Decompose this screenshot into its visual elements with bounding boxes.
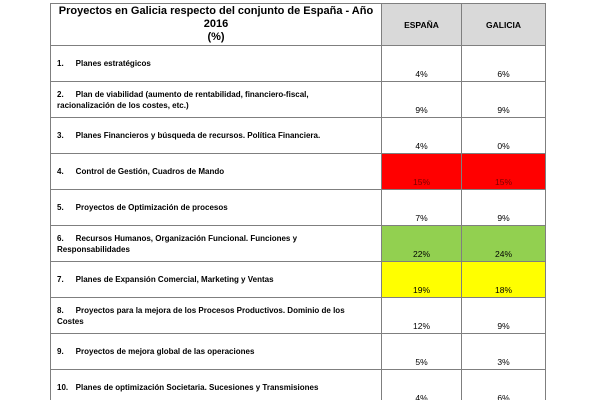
table-row	[51, 334, 546, 370]
row-number: 5.	[57, 203, 64, 212]
column-header-spain: ESPAÑA	[382, 4, 462, 46]
row-number: 6.	[57, 233, 64, 243]
column-header-galicia: GALICIA	[462, 4, 546, 46]
row-concept	[51, 226, 382, 262]
row-label: Plan de viabilidad (aumento de rentabilidad, financiero-fiscal,	[75, 89, 309, 99]
row-label: Planes de optimización Societaria. Sucesiones y Transmisiones	[75, 383, 319, 392]
galicia-value: 9%	[462, 298, 546, 334]
spain-value: 4%	[382, 118, 462, 154]
spain-value: 5%	[382, 334, 462, 370]
row-label: Recursos Humanos, Organización Funcional. Funciones y	[75, 233, 298, 243]
galicia-value: 24%	[462, 226, 546, 262]
row-label-continued: Costes	[57, 316, 84, 326]
spain-value: 9%	[382, 82, 462, 118]
table-row	[51, 82, 546, 118]
row-label: Proyectos de Optimización de procesos	[75, 203, 228, 212]
table-row	[51, 298, 546, 334]
row-number: 1.	[57, 59, 64, 68]
row-concept	[51, 118, 382, 154]
row-label: Planes estratégicos	[75, 59, 151, 68]
table-title-line2: (%)	[207, 31, 225, 43]
table-row	[51, 370, 546, 400]
table-row	[51, 154, 546, 190]
row-number: 3.	[57, 131, 64, 140]
table-title	[51, 4, 382, 46]
table-row	[51, 226, 546, 262]
table-row	[51, 46, 546, 82]
spain-value: 22%	[382, 226, 462, 262]
table-title-line1: Proyectos en Galicia respecto del conjunto de España - Año 2016	[58, 5, 374, 30]
row-label: Control de Gestión, Cuadros de Mando	[75, 167, 225, 176]
row-number: 8.	[57, 305, 64, 315]
row-label-continued: Responsabilidades	[57, 244, 130, 254]
spain-value: 19%	[382, 262, 462, 298]
projects-table	[50, 3, 546, 400]
spain-value: 4%	[382, 370, 462, 400]
galicia-value: 6%	[462, 46, 546, 82]
row-concept	[51, 82, 382, 118]
row-label-continued: racionalización de los costes, etc.)	[57, 100, 189, 110]
spain-value: 4%	[382, 46, 462, 82]
row-concept	[51, 46, 382, 82]
row-number: 10.	[57, 383, 69, 392]
row-number: 2.	[57, 89, 64, 99]
row-concept	[51, 334, 382, 370]
row-concept	[51, 298, 382, 334]
galicia-value: 3%	[462, 334, 546, 370]
spain-value: 7%	[382, 190, 462, 226]
galicia-value: 6%	[462, 370, 546, 400]
row-label: Proyectos de mejora global de las operaciones	[75, 347, 255, 356]
row-concept	[51, 370, 382, 400]
table-row	[51, 118, 546, 154]
header-row	[51, 4, 546, 46]
spain-value: 12%	[382, 298, 462, 334]
table-row	[51, 190, 546, 226]
row-concept	[51, 154, 382, 190]
row-label: Planes Financieros y búsqueda de recursos. Política Financiera.	[75, 131, 321, 140]
galicia-value: 18%	[462, 262, 546, 298]
row-number: 4.	[57, 167, 64, 176]
galicia-value: 0%	[462, 118, 546, 154]
row-concept	[51, 262, 382, 298]
galicia-value: 9%	[462, 82, 546, 118]
table-row	[51, 262, 546, 298]
row-concept	[51, 190, 382, 226]
galicia-value: 15%	[462, 154, 546, 190]
spain-value: 15%	[382, 154, 462, 190]
row-number: 9.	[57, 347, 64, 356]
row-label: Planes de Expansión Comercial, Marketing y Ventas	[75, 275, 274, 284]
row-label: Proyectos para la mejora de los Procesos Productivos. Dominio de los	[75, 305, 345, 315]
row-number: 7.	[57, 275, 64, 284]
galicia-value: 9%	[462, 190, 546, 226]
